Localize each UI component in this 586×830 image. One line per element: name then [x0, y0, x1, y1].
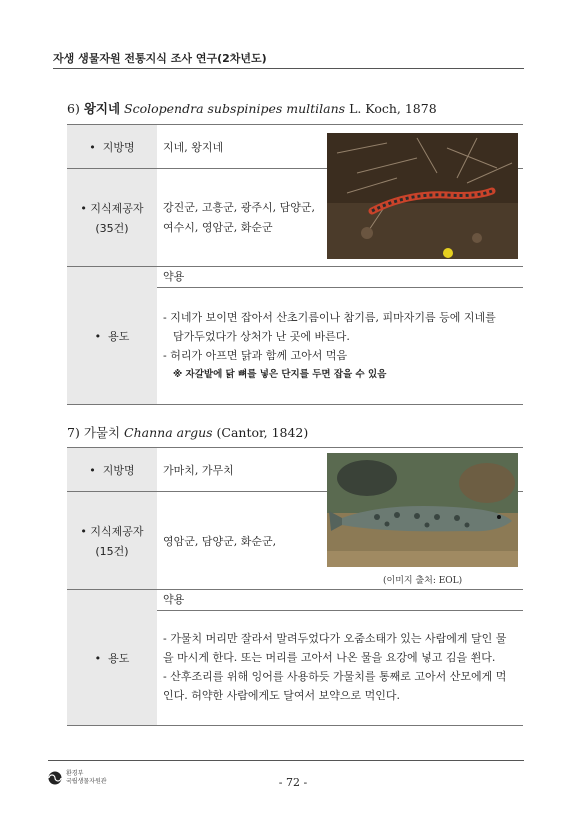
- providers-value: 강진군, 고흥군, 광주시, 담양군, 여수시, 영암군, 화순군: [157, 169, 523, 267]
- section-number: 7): [67, 425, 80, 440]
- use-line: 담가두었다가 상처가 난 곳에 바른다.: [173, 330, 350, 343]
- bullet-icon: •: [80, 524, 87, 538]
- providers-value: 영암군, 담양군, 화순군,: [157, 492, 523, 590]
- footer-divider: [48, 760, 524, 761]
- korean-name: 왕지네: [83, 101, 121, 116]
- section-number: 6): [67, 101, 80, 116]
- use-line: - 가물치 머리만 잘라서 말려두었다가 오줌소태가 있는 사람에게 달인 물: [163, 632, 507, 645]
- bullet-icon: •: [94, 329, 102, 343]
- korean-name: 가물치: [83, 425, 121, 440]
- bullet-icon: •: [80, 201, 87, 215]
- use-line: - 지네가 보이면 잡아서 산초기름이나 참기름, 피마자기름 등에 지네를: [163, 311, 496, 324]
- providers-label: • 지식제공자 (35건): [67, 169, 157, 267]
- use-label: • 용도: [67, 267, 157, 405]
- use-line: 을 마시게 한다. 또는 머리를 고아서 나온 물을 요강에 넣고 김을 쐰다.: [163, 651, 496, 664]
- running-header: 자생 생물자원 전통지식 조사 연구(2차년도): [53, 52, 267, 65]
- centipede-photo: [327, 133, 518, 259]
- local-names-label: • 지방명: [67, 448, 157, 492]
- local-names-value: 가마치, 가무치: [157, 448, 523, 492]
- image-caption: (이미지 출처: EOL): [383, 576, 463, 586]
- use-line: 인다. 허약한 사람에게도 달여서 보약으로 먹인다.: [163, 689, 400, 702]
- snakehead-photo: [327, 453, 518, 567]
- bullet-icon: •: [89, 463, 96, 477]
- bullet-icon: •: [94, 651, 102, 665]
- use-line: - 산후조리를 위해 잉어를 사용하듯 가물치를 통째로 고아서 산모에게 먹: [163, 670, 507, 683]
- bullet-icon: •: [89, 140, 96, 154]
- use-note: ※ 자갈밭에 닭 뼈를 넣은 단지를 두면 잡을 수 있음: [173, 369, 387, 380]
- author-citation: L. Koch, 1878: [349, 101, 437, 116]
- use-line: - 허리가 아프면 닭과 함께 고아서 먹음: [163, 349, 348, 362]
- author-citation: (Cantor, 1842): [216, 425, 309, 440]
- use-cell: [157, 590, 523, 726]
- local-names-value: 지네, 왕지네: [157, 125, 523, 169]
- use-category: 약용: [157, 590, 523, 611]
- scientific-name: Channa argus: [124, 425, 213, 440]
- providers-label: • 지식제공자 (15건): [67, 492, 157, 590]
- use-label: • 용도: [67, 590, 157, 726]
- providers-count: (35건): [95, 221, 129, 235]
- org-line-2: 국립생물자원관: [66, 778, 107, 785]
- header-divider: [53, 68, 524, 69]
- use-cell: [157, 267, 523, 405]
- scientific-name: Scolopendra subspinipes multilans: [124, 101, 346, 116]
- section-title-snakehead: [67, 423, 308, 441]
- page-number: - 72 -: [278, 776, 308, 789]
- providers-count: (15건): [95, 544, 129, 558]
- section-title-centipede: [67, 99, 437, 117]
- use-category: 약용: [157, 267, 523, 288]
- org-line-1: 환경부: [66, 770, 84, 777]
- local-names-label: • 지방명: [67, 125, 157, 169]
